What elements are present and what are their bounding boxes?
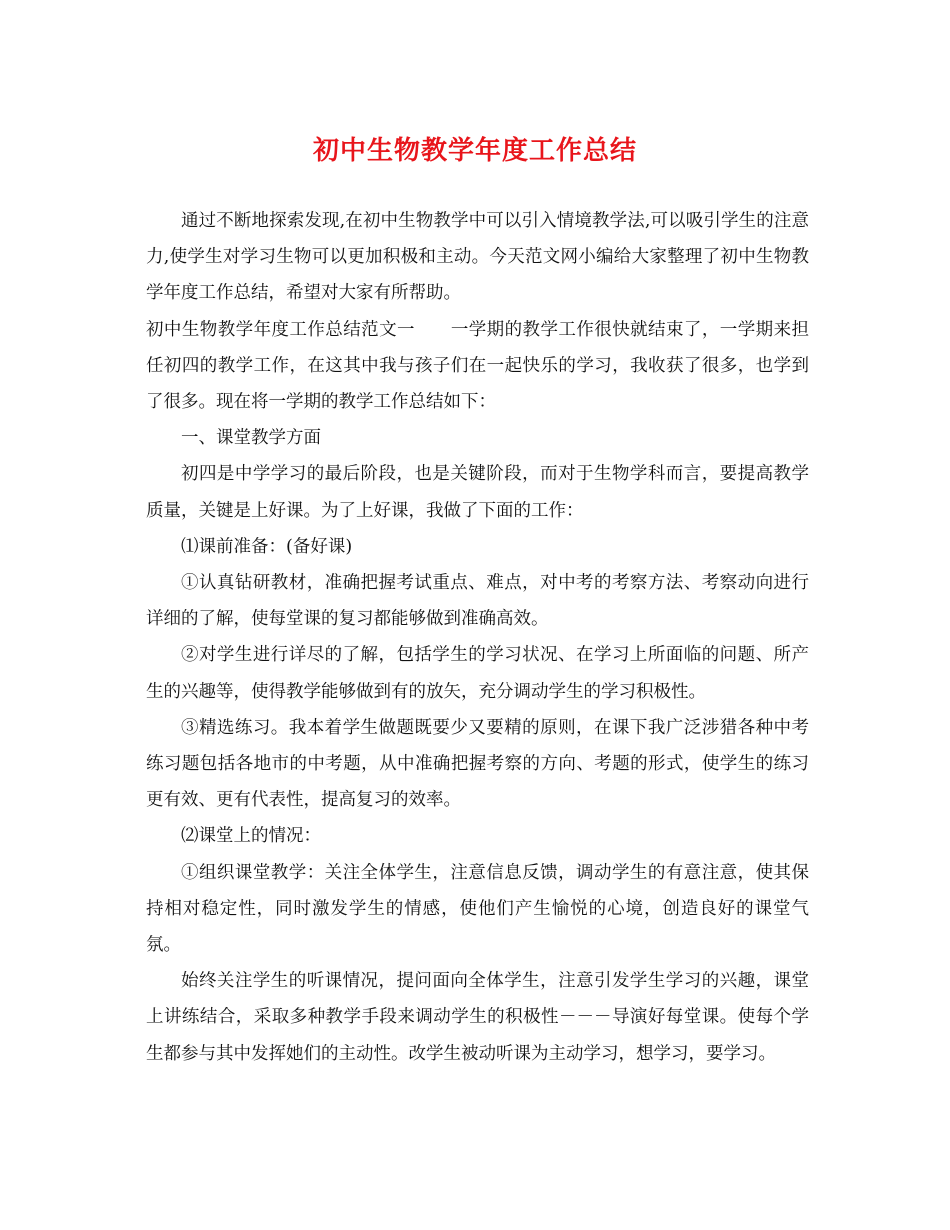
- body-paragraph: 一、课堂教学方面: [181, 428, 321, 449]
- body-paragraph: ③精选练习。我本着学生做题既要少又要精的原则，在课下我广泛涉猎各种中考练习题包括各地市的中考题，从中准确把握考察的方向、考题的形式，使学生的练习更有效、更有代表性，提高复习的效率。: [146, 717, 809, 811]
- body-paragraph: 通过不断地探索发现,在初中生物教学中可以引入情境教学法,可以吸引学生的注意力,使学生对学习生物可以更加积极和主动。今天范文网小编给大家整理了初中生物教学年度工作总结，希望对大家有所帮助。: [146, 211, 809, 304]
- document-body: [146, 203, 809, 1072]
- body-paragraph: ①认真钻研教材，准确把握考试重点、难点，对中考的考察方法、考察动向进行详细的了解，使每堂课的复习都能够做到准确高效。: [146, 573, 809, 630]
- body-paragraph: 初四是中学学习的最后阶段，也是关键阶段，而对于生物学科而言，要提高教学质量，关键是上好课。为了上好课，我做了下面的工作：: [146, 464, 809, 521]
- body-paragraph: 初中生物教学年度工作总结范文一 一学期的教学工作很快就结束了，一学期来担任初四的教学工作，在这其中我与孩子们在一起快乐的学习，我收获了很多，也学到了很多。现在将一学期的教学工作总结如下：: [146, 319, 809, 413]
- body-paragraph: ⑵课堂上的情况：: [181, 826, 321, 847]
- body-paragraph: ⑴课前准备：(备好课): [181, 536, 353, 557]
- body-paragraph: ①组织课堂教学：关注全体学生，注意信息反馈，调动学生的有意注意，使其保持相对稳定性，同时激发学生的情感，使他们产生愉悦的心境，创造良好的课堂气氛。: [146, 862, 809, 956]
- body-paragraph: ②对学生进行详尽的了解，包括学生的学习状况、在学习上所面临的问题、所产生的兴趣等，使得教学能够做到有的放矢，充分调动学生的学习积极性。: [146, 645, 809, 702]
- body-paragraph: 始终关注学生的听课情况，提问面向全体学生，注意引发学生学习的兴趣，课堂上讲练结合，采取多种教学手段来调动学生的积极性－－－导演好每堂课。使每个学生都参与其中发挥她们的主动性。改学生被动听课为主动学习，想学习，要学习。: [146, 971, 809, 1064]
- document-title: 初中生物教学年度工作总结: [312, 136, 637, 166]
